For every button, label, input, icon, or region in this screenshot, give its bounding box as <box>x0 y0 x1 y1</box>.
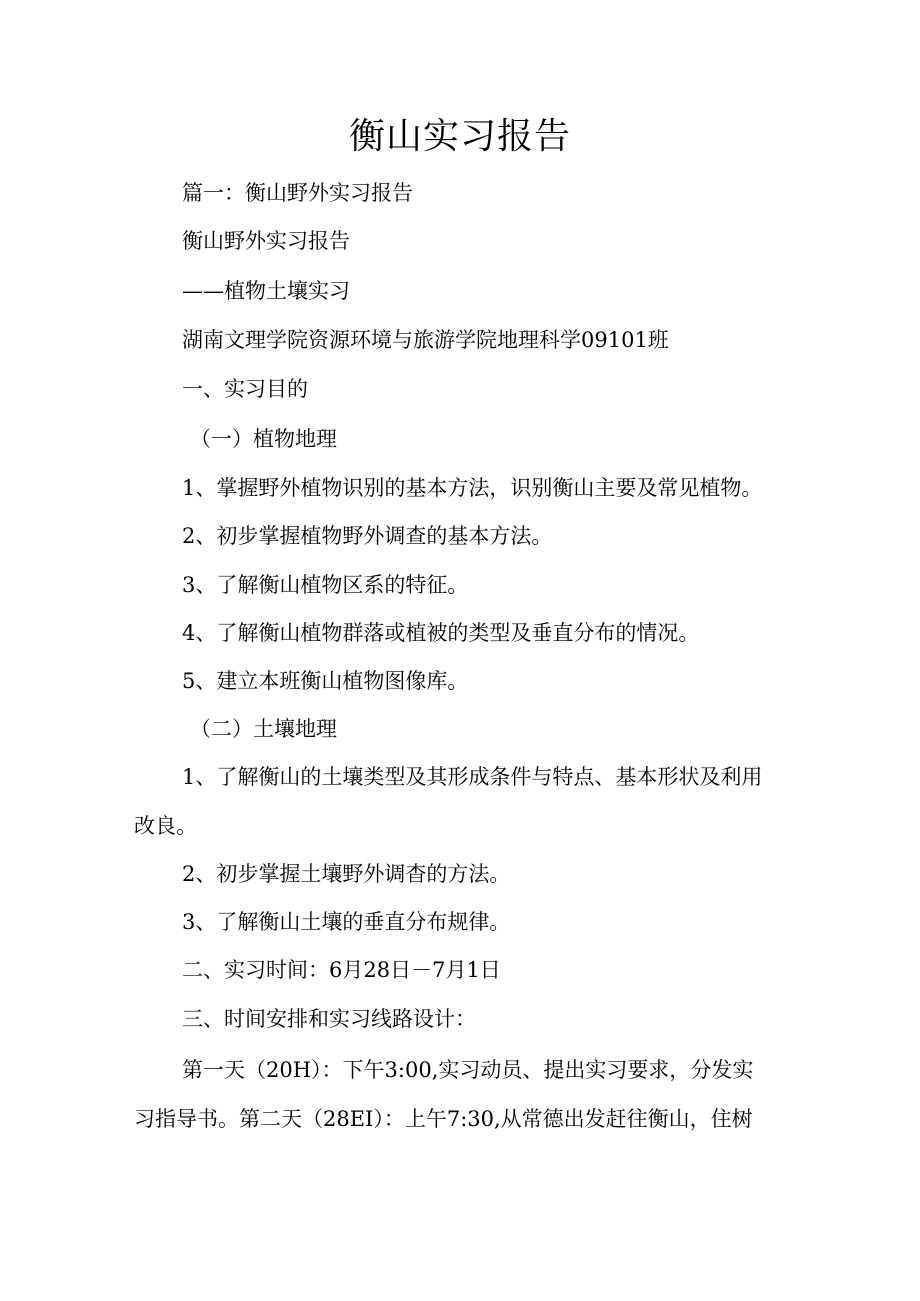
list-item: 1、了解衡山的土壤类型及其形成条件与特点、基本形状及利用 <box>182 765 763 789</box>
text-line: 湖南文理学院资源环境与旅游学院地理科学09101班 <box>182 328 669 352</box>
section-heading: 一、实习目的 <box>182 377 308 401</box>
list-item: 1、掌握野外植物识别的基本方法，识别衡山主要及常见植物。 <box>182 476 763 500</box>
text-line: 篇一：衡山野外实习报告 <box>182 181 413 205</box>
text-line: 衡山野外实习报告 <box>182 229 350 253</box>
subsection-heading: （二）土壤地理 <box>190 717 337 741</box>
list-item: 4、了解衡山植物群落或植被的类型及垂直分布的情况。 <box>182 621 700 645</box>
section-heading: 二、实习时间：6月28日－7月1日 <box>182 958 501 982</box>
text-line: ——植物土壤实习 <box>182 279 350 303</box>
list-item: 2、初步掌握土壤野外调杳的方法。 <box>182 862 511 886</box>
section-heading: 三、时间安排和实习线路设计： <box>182 1007 476 1031</box>
list-item: 3、了解衡山土壤的垂直分布规律。 <box>182 910 511 934</box>
text-line: 第一天（20H）：下午3:00,实习动员、提出实习要求，分发实 <box>182 1058 754 1082</box>
text-line: 改良。 <box>134 814 197 838</box>
list-item: 5、建立本班衡山植物图像库。 <box>182 669 469 693</box>
text-line: 习指导书。第二天（28EI）：上午7:30,从常德出发赶往衡山，住树 <box>134 1107 753 1131</box>
subsection-heading: （一）植物地理 <box>190 427 337 451</box>
list-item: 3、了解衡山植物区系的特征。 <box>182 573 469 597</box>
document-title: 衡山实习报告 <box>348 116 571 157</box>
list-item: 2、初步掌握植物野外调查的基本方法。 <box>182 524 553 548</box>
